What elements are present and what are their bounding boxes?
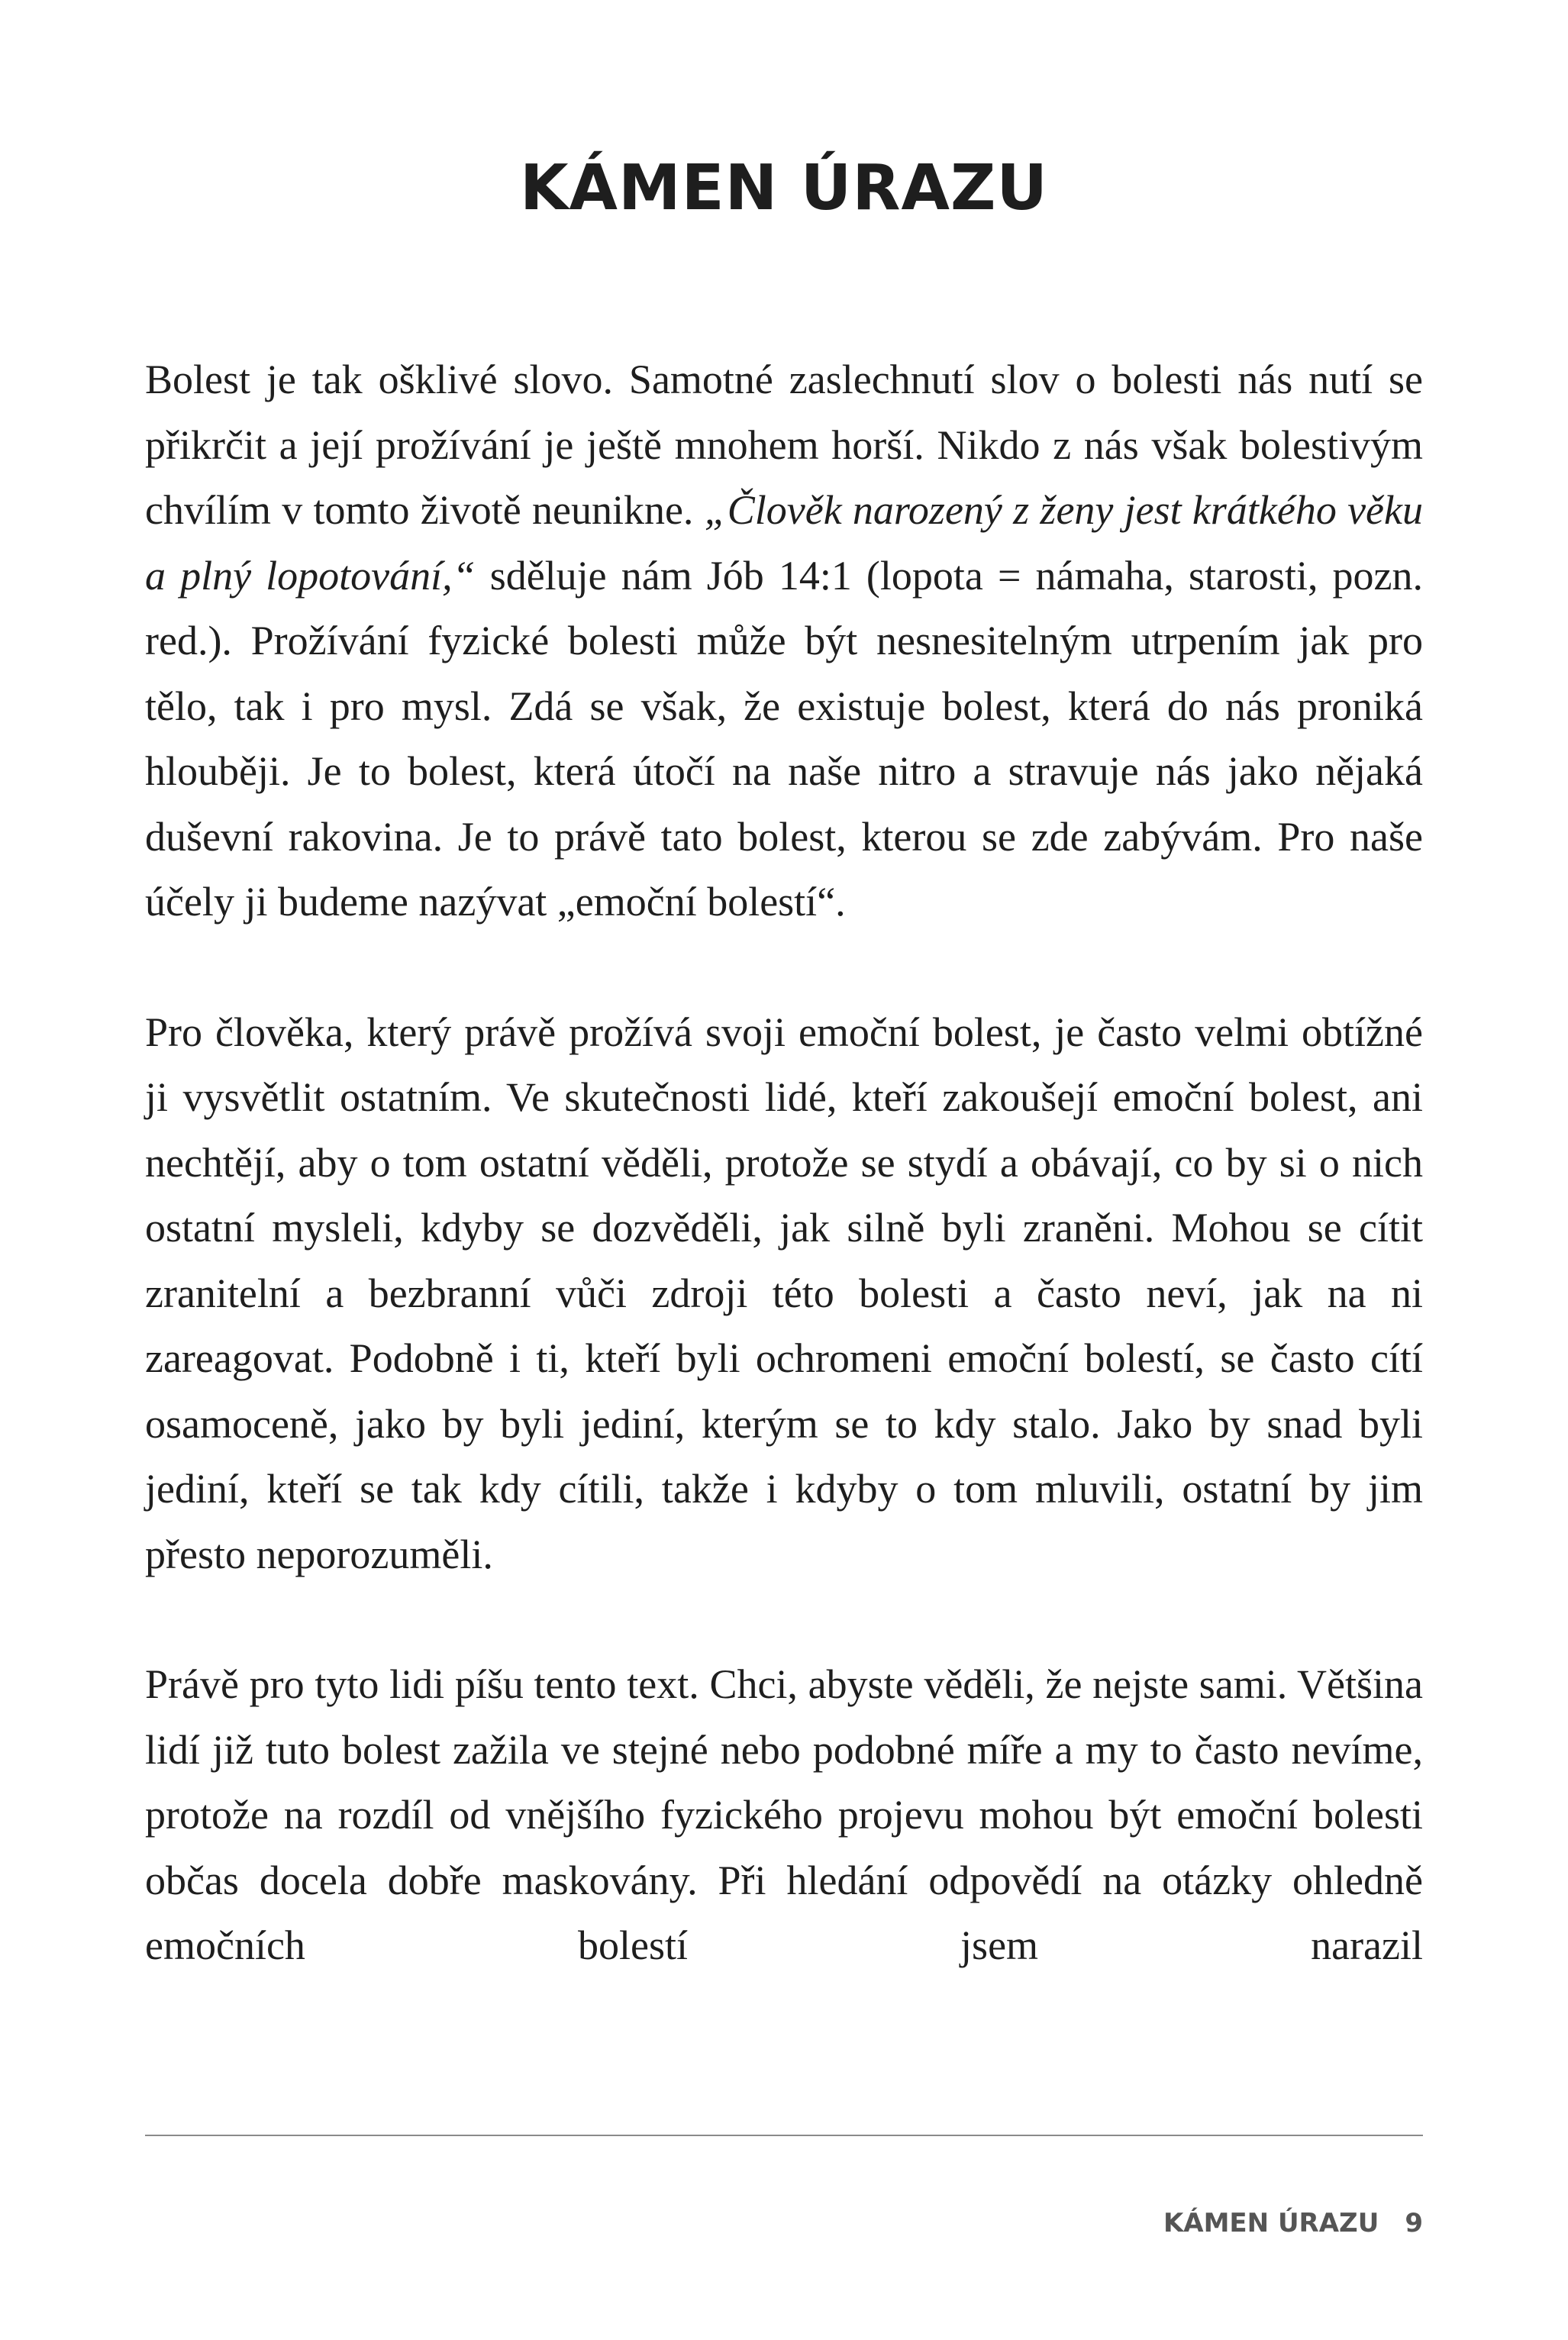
running-footer	[1163, 2206, 1423, 2240]
job-quote: „Člověk narozený z ženy jest krátkého věku a plný lopotování,“	[145, 487, 1423, 599]
body-text	[145, 347, 1423, 1979]
paragraph-1-intro: Bolest je tak ošklivé slovo. Samotné zaslechnutí slov o bolesti nás nutí se přikrčit a její prožívání je ještě mnohem horší. Nikdo z nás však bolestivým chvílím v tomto životě neunikne.	[145, 357, 1423, 533]
chapter-title: KÁMEN ÚRAZU	[519, 152, 1049, 224]
running-title: KÁMEN ÚRAZU	[1163, 2208, 1379, 2238]
paragraph-1-rest: sděluje nám Jób 14:1 (lopota = námaha, starosti, pozn. red.). Prožívání fyzické bolesti může být nesnesitelným utrpením jak pro tělo, tak i pro mysl. Zdá se však, že existuje bolest, která do nás proniká hlouběji. Je to bolest, která útočí na naše nitro a stravuje nás jako nějaká duševní rakovina. Je to právě tato bolest, kterou se zde zabývám. Pro naše účely ji budeme nazývat „emoční bolestí“.	[145, 552, 1423, 925]
paragraph-2: Pro člověka, který právě prožívá svoji emoční bolest, je často velmi obtížné ji vysvětlit ostatním. Ve skutečnosti lidé, kteří zakoušejí emoční bolest, ani nechtějí, aby o tom ostatní věděli, protože se stydí a obávají, co by si o nich ostatní mysleli, kdyby se dozvěděli, jak silně byli zraněni. Mohou se cítit zranitelní a bezbranní vůči zdroji této bolesti a často neví, jak na ni zareagovat. Podobně i ti, kteří byli ochromeni emoční bolestí, se často cítí osamoceně, jako by byli jediní, kterým se to kdy stalo. Jako by snad byli jediní, kteří se tak kdy cítili, takže i kdyby o tom mluvili, ostatní by jim přesto neporozuměli.	[145, 1009, 1423, 1577]
footer-divider	[145, 2135, 1423, 2136]
page-number: 9	[1405, 2208, 1423, 2238]
paragraph-1	[145, 347, 1423, 935]
paragraph-3: Právě pro tyto lidi píšu tento text. Chci, abyste věděli, že nejste sami. Většina lidí již tuto bolest zažila ve stejné nebo podobné míře a my to často nevíme, protože na rozdíl od vnějšího fyzického projevu mohou být emoční bolesti občas docela dobře maskovány. Při hledání odpovědí na otázky ohledně emočních bolestí jsem narazil	[145, 1661, 1423, 1968]
